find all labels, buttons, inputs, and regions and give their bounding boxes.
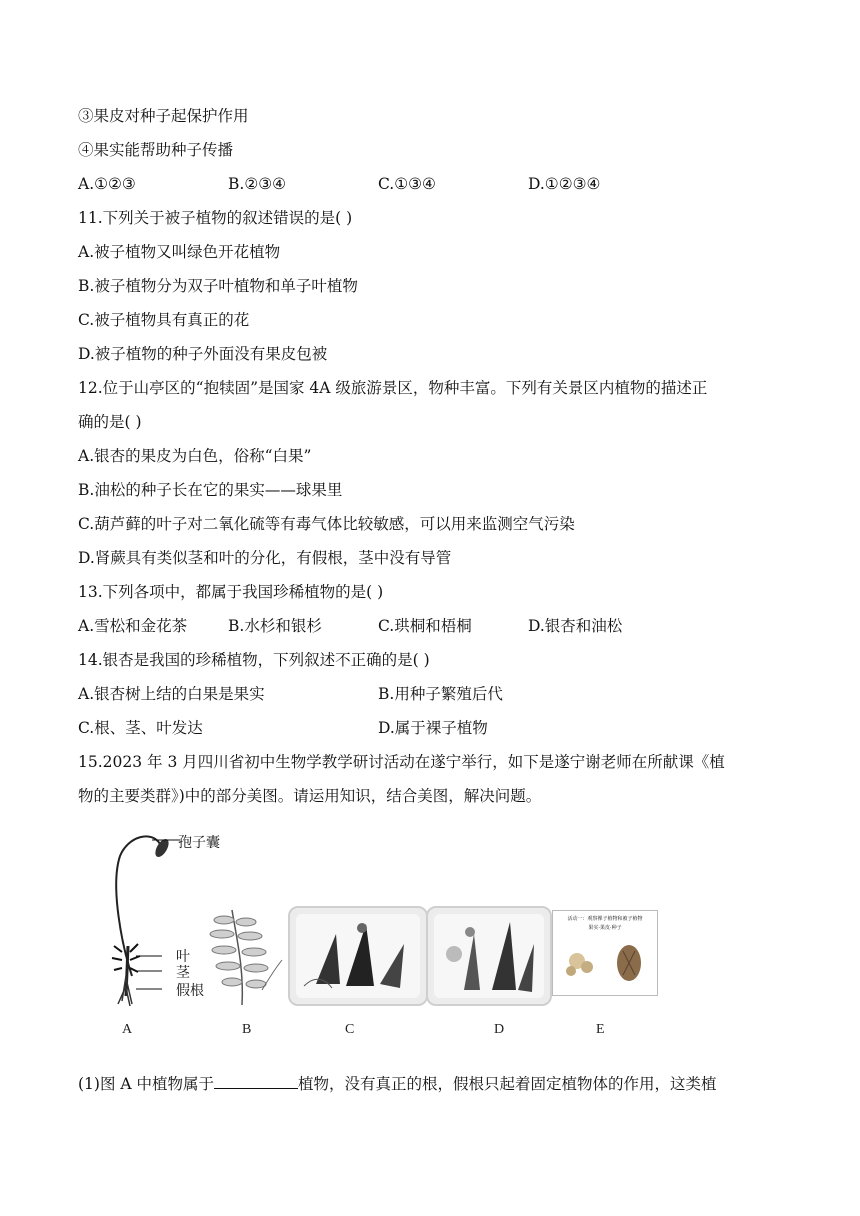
question-11: 11.下列关于被子植物的叙述错误的是( )	[78, 209, 353, 227]
fern-drawing	[202, 900, 292, 1010]
option-c[interactable]: C.被子植物具有真正的花	[78, 311, 250, 329]
panel-label-d: D	[494, 1022, 505, 1037]
option-d[interactable]: D.①②③④	[528, 175, 601, 193]
question-13: 13.下列各项中，都属于我国珍稀植物的是( )	[78, 583, 384, 601]
plant-figure	[92, 826, 672, 1046]
option-a[interactable]: A.银杏的果皮为白色，俗称“白果”	[78, 447, 312, 465]
q14-options-row1	[78, 684, 778, 704]
activity-card	[552, 910, 658, 996]
capsule-label: 孢子囊	[178, 835, 220, 851]
panel-label-e: E	[596, 1022, 605, 1037]
option-a[interactable]: A.被子植物又叫绿色开花植物	[78, 243, 281, 261]
rhizoid-label: 假根	[176, 983, 204, 999]
angiosperm-tray	[426, 906, 552, 1006]
option-b[interactable]: B.②③④	[228, 175, 287, 193]
option-d[interactable]: D.银杏和油松	[528, 617, 623, 635]
option-c[interactable]: C.根、茎、叶发达	[78, 719, 203, 737]
tray-plants	[296, 914, 418, 996]
panel-label-c: C	[345, 1022, 355, 1037]
tray-plants	[434, 914, 542, 996]
text-line: ④果实能帮助种子传播	[78, 141, 234, 159]
option-c[interactable]: C.①③④	[378, 175, 436, 193]
option-b[interactable]: B.用种子繁殖后代	[378, 685, 503, 703]
option-a[interactable]: A.银杏树上结的白果是果实	[78, 685, 265, 703]
q13-options	[78, 616, 778, 636]
q10-options	[78, 174, 778, 194]
option-c[interactable]: C.珙桐和梧桐	[378, 617, 472, 635]
answer-blank[interactable]	[214, 1074, 298, 1089]
question-15-cont: 物的主要类群》)中的部分美图。请运用知识，结合美图，解决问题。	[78, 787, 542, 805]
option-a[interactable]: A.①②③	[78, 175, 136, 193]
part-1-text-before: (1)图 A 中植物属于	[78, 1075, 215, 1093]
question-15-part-1	[78, 1074, 717, 1094]
leaf-label: 叶	[176, 949, 190, 965]
card-subtitle: 果实·果皮·种子	[588, 925, 622, 931]
question-12: 12.位于山亭区的“抱犊固”是国家 4A 级旅游景区，物种丰富。下列有关景区内植物的描述正	[78, 379, 708, 397]
option-d[interactable]: D.肾蕨具有类似茎和叶的分化，有假根，茎中没有导管	[78, 549, 452, 567]
panel-label-b: B	[242, 1022, 252, 1037]
option-b[interactable]: B.被子植物分为双子叶植物和单子叶植物	[78, 277, 358, 295]
text-line: ③果皮对种子起保护作用	[78, 107, 249, 125]
option-b[interactable]: B.油松的种子长在它的果实——球果里	[78, 481, 343, 499]
option-d[interactable]: D.属于裸子植物	[378, 719, 488, 737]
card-title: 活动一：观察裸子植物和被子植物	[567, 916, 643, 922]
gymnosperm-tray	[288, 906, 428, 1006]
option-d[interactable]: D.被子植物的种子外面没有果皮包被	[78, 345, 328, 363]
panel-label-a: A	[122, 1022, 133, 1037]
question-15: 15.2023 年 3 月四川省初中生物学教学研讨活动在遂宁举行，如下是遂宁谢老师在所献课《植	[78, 753, 725, 771]
stem-label: 茎	[176, 965, 190, 981]
option-a[interactable]: A.雪松和金花茶	[78, 617, 188, 635]
question-14: 14.银杏是我国的珍稀植物，下列叙述不正确的是( )	[78, 651, 430, 669]
option-b[interactable]: B.水杉和银杉	[228, 617, 322, 635]
question-12-cont: 确的是( )	[78, 413, 142, 431]
q14-options-row2	[78, 718, 778, 738]
option-c[interactable]: C.葫芦藓的叶子对二氧化硫等有毒气体比较敏感，可以用来监测空气污染	[78, 515, 575, 533]
part-1-text-after: 植物，没有真正的根，假根只起着固定植物体的作用，这类植	[298, 1075, 717, 1093]
card-drawing	[553, 931, 657, 991]
